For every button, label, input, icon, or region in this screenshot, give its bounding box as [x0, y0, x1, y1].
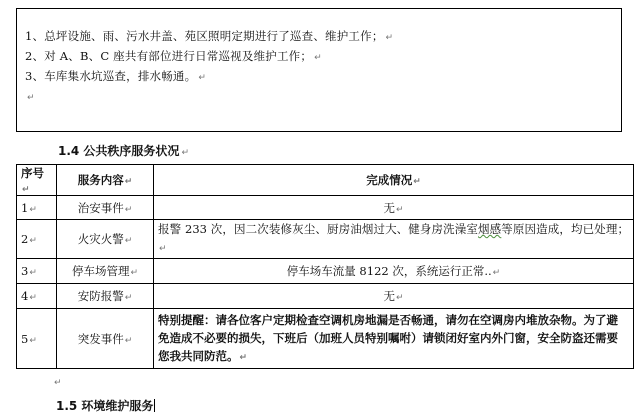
row-status	[154, 309, 634, 369]
header-item-text: 服务内容	[77, 173, 124, 187]
row-status	[154, 259, 634, 284]
paragraph-mark-icon: ↵	[124, 293, 133, 303]
paragraph-mark-icon: ↵	[124, 335, 133, 346]
header-no	[17, 165, 57, 196]
row-status-text: 报警 233 次，因二次装修灰尘、厨房油烟过大、健身房洗澡室	[158, 222, 479, 236]
row-item-text: 停车场管理	[71, 264, 130, 278]
section-heading-1-5	[56, 397, 155, 414]
maintenance-summary-box	[16, 8, 622, 132]
header-item	[57, 165, 154, 196]
summary-line-3	[25, 67, 611, 87]
row-no-text: 5	[21, 331, 29, 346]
text-cursor	[154, 399, 155, 412]
row-item-text: 安防报警	[77, 289, 124, 303]
paragraph-mark-icon: ↵	[29, 335, 37, 346]
row-status-text-end: 等原因造成，均已处理；	[501, 222, 630, 236]
row-status-text: 无	[383, 200, 395, 215]
paragraph-mark-icon: ↵	[395, 204, 404, 215]
row-status-text: 停车场车流量 8122 次，系统运行正常..	[286, 264, 492, 278]
row-no-text: 4	[21, 289, 29, 303]
summary-line-3-text: 3、车库集水坑巡查，排水畅通。	[25, 69, 197, 83]
table-row	[17, 259, 634, 284]
table-row	[17, 309, 634, 369]
row-status	[154, 196, 634, 220]
paragraph-mark-icon: ↵	[492, 268, 501, 278]
row-item	[57, 220, 154, 259]
section-heading-1-5-text: 1.5 环境维护服务	[56, 399, 154, 413]
paragraph-mark-icon: ↵	[29, 293, 37, 303]
paragraph-mark-icon: ↵	[239, 352, 248, 363]
row-status-text: 特别提醒：请各位客户定期检查空调机房地漏是否畅通，请勿在空调房内堆放杂物。为了避免造成不必要的损失，下班后（加班人员特别嘱咐）请锁闭好室内外门窗，安全防盗还需要您我共同防范。	[158, 312, 618, 363]
row-no-text: 2	[21, 232, 29, 246]
row-item	[57, 259, 154, 284]
paragraph-mark-icon: ↵	[413, 177, 421, 187]
paragraph-mark-icon: ↵	[314, 53, 322, 63]
row-item-text: 突发事件	[77, 331, 124, 346]
paragraph-mark-icon: ↵	[159, 244, 167, 254]
header-status-text: 完成情况	[366, 173, 413, 187]
row-status	[154, 284, 634, 309]
paragraph-mark-icon: ↵	[124, 236, 133, 246]
row-item	[57, 196, 154, 220]
row-no-text: 3	[21, 264, 29, 278]
table-row	[17, 196, 634, 220]
row-item	[57, 309, 154, 369]
summary-line-4	[25, 87, 611, 107]
row-no	[17, 196, 57, 220]
row-item-text: 治安事件	[77, 200, 124, 215]
table-row	[17, 220, 634, 259]
paragraph-mark-icon: ↵	[27, 93, 35, 103]
paragraph-mark-icon: ↵	[29, 268, 37, 278]
row-status-text: 无	[383, 289, 395, 303]
paragraph-mark-icon: ↵	[29, 204, 37, 215]
row-no	[17, 309, 57, 369]
paragraph-mark-icon: ↵	[22, 185, 30, 195]
paragraph-mark-icon: ↵	[54, 378, 62, 388]
row-item	[57, 284, 154, 309]
paragraph-mark-icon: ↵	[130, 268, 139, 278]
paragraph-mark-icon: ↵	[181, 148, 189, 158]
summary-line-2-text: 2、对 A、B、C 座共有部位进行日常巡视及维护工作；	[25, 49, 313, 63]
row-no	[17, 284, 57, 309]
summary-line-2	[25, 47, 611, 67]
row-status-flagged-text: 烟感	[478, 222, 502, 236]
header-status	[154, 165, 634, 196]
paragraph-mark-icon: ↵	[198, 73, 207, 83]
public-order-service-table	[16, 164, 634, 369]
paragraph-mark-icon: ↵	[124, 177, 133, 187]
row-no-text: 1	[21, 200, 29, 215]
header-no-text: 序号	[21, 166, 44, 180]
paragraph-mark-icon: ↵	[385, 33, 394, 43]
summary-line-1	[25, 27, 611, 47]
table-header-row	[17, 165, 634, 196]
paragraph-mark-icon: ↵	[124, 204, 133, 215]
row-status	[154, 220, 634, 259]
paragraph-mark-icon: ↵	[395, 293, 404, 303]
row-no	[17, 259, 57, 284]
section-heading-1-4-text: 1.4 公共秩序服务状况	[58, 144, 180, 158]
row-no	[17, 220, 57, 259]
paragraph-mark-icon: ↵	[29, 236, 37, 246]
row-item-text: 火灾火警	[77, 232, 124, 246]
summary-line-1-text: 1、总坪设施、雨、污水井盖、苑区照明定期进行了巡查、维护工作；	[25, 29, 384, 43]
section-heading-1-4	[58, 142, 189, 159]
table-row	[17, 284, 634, 309]
